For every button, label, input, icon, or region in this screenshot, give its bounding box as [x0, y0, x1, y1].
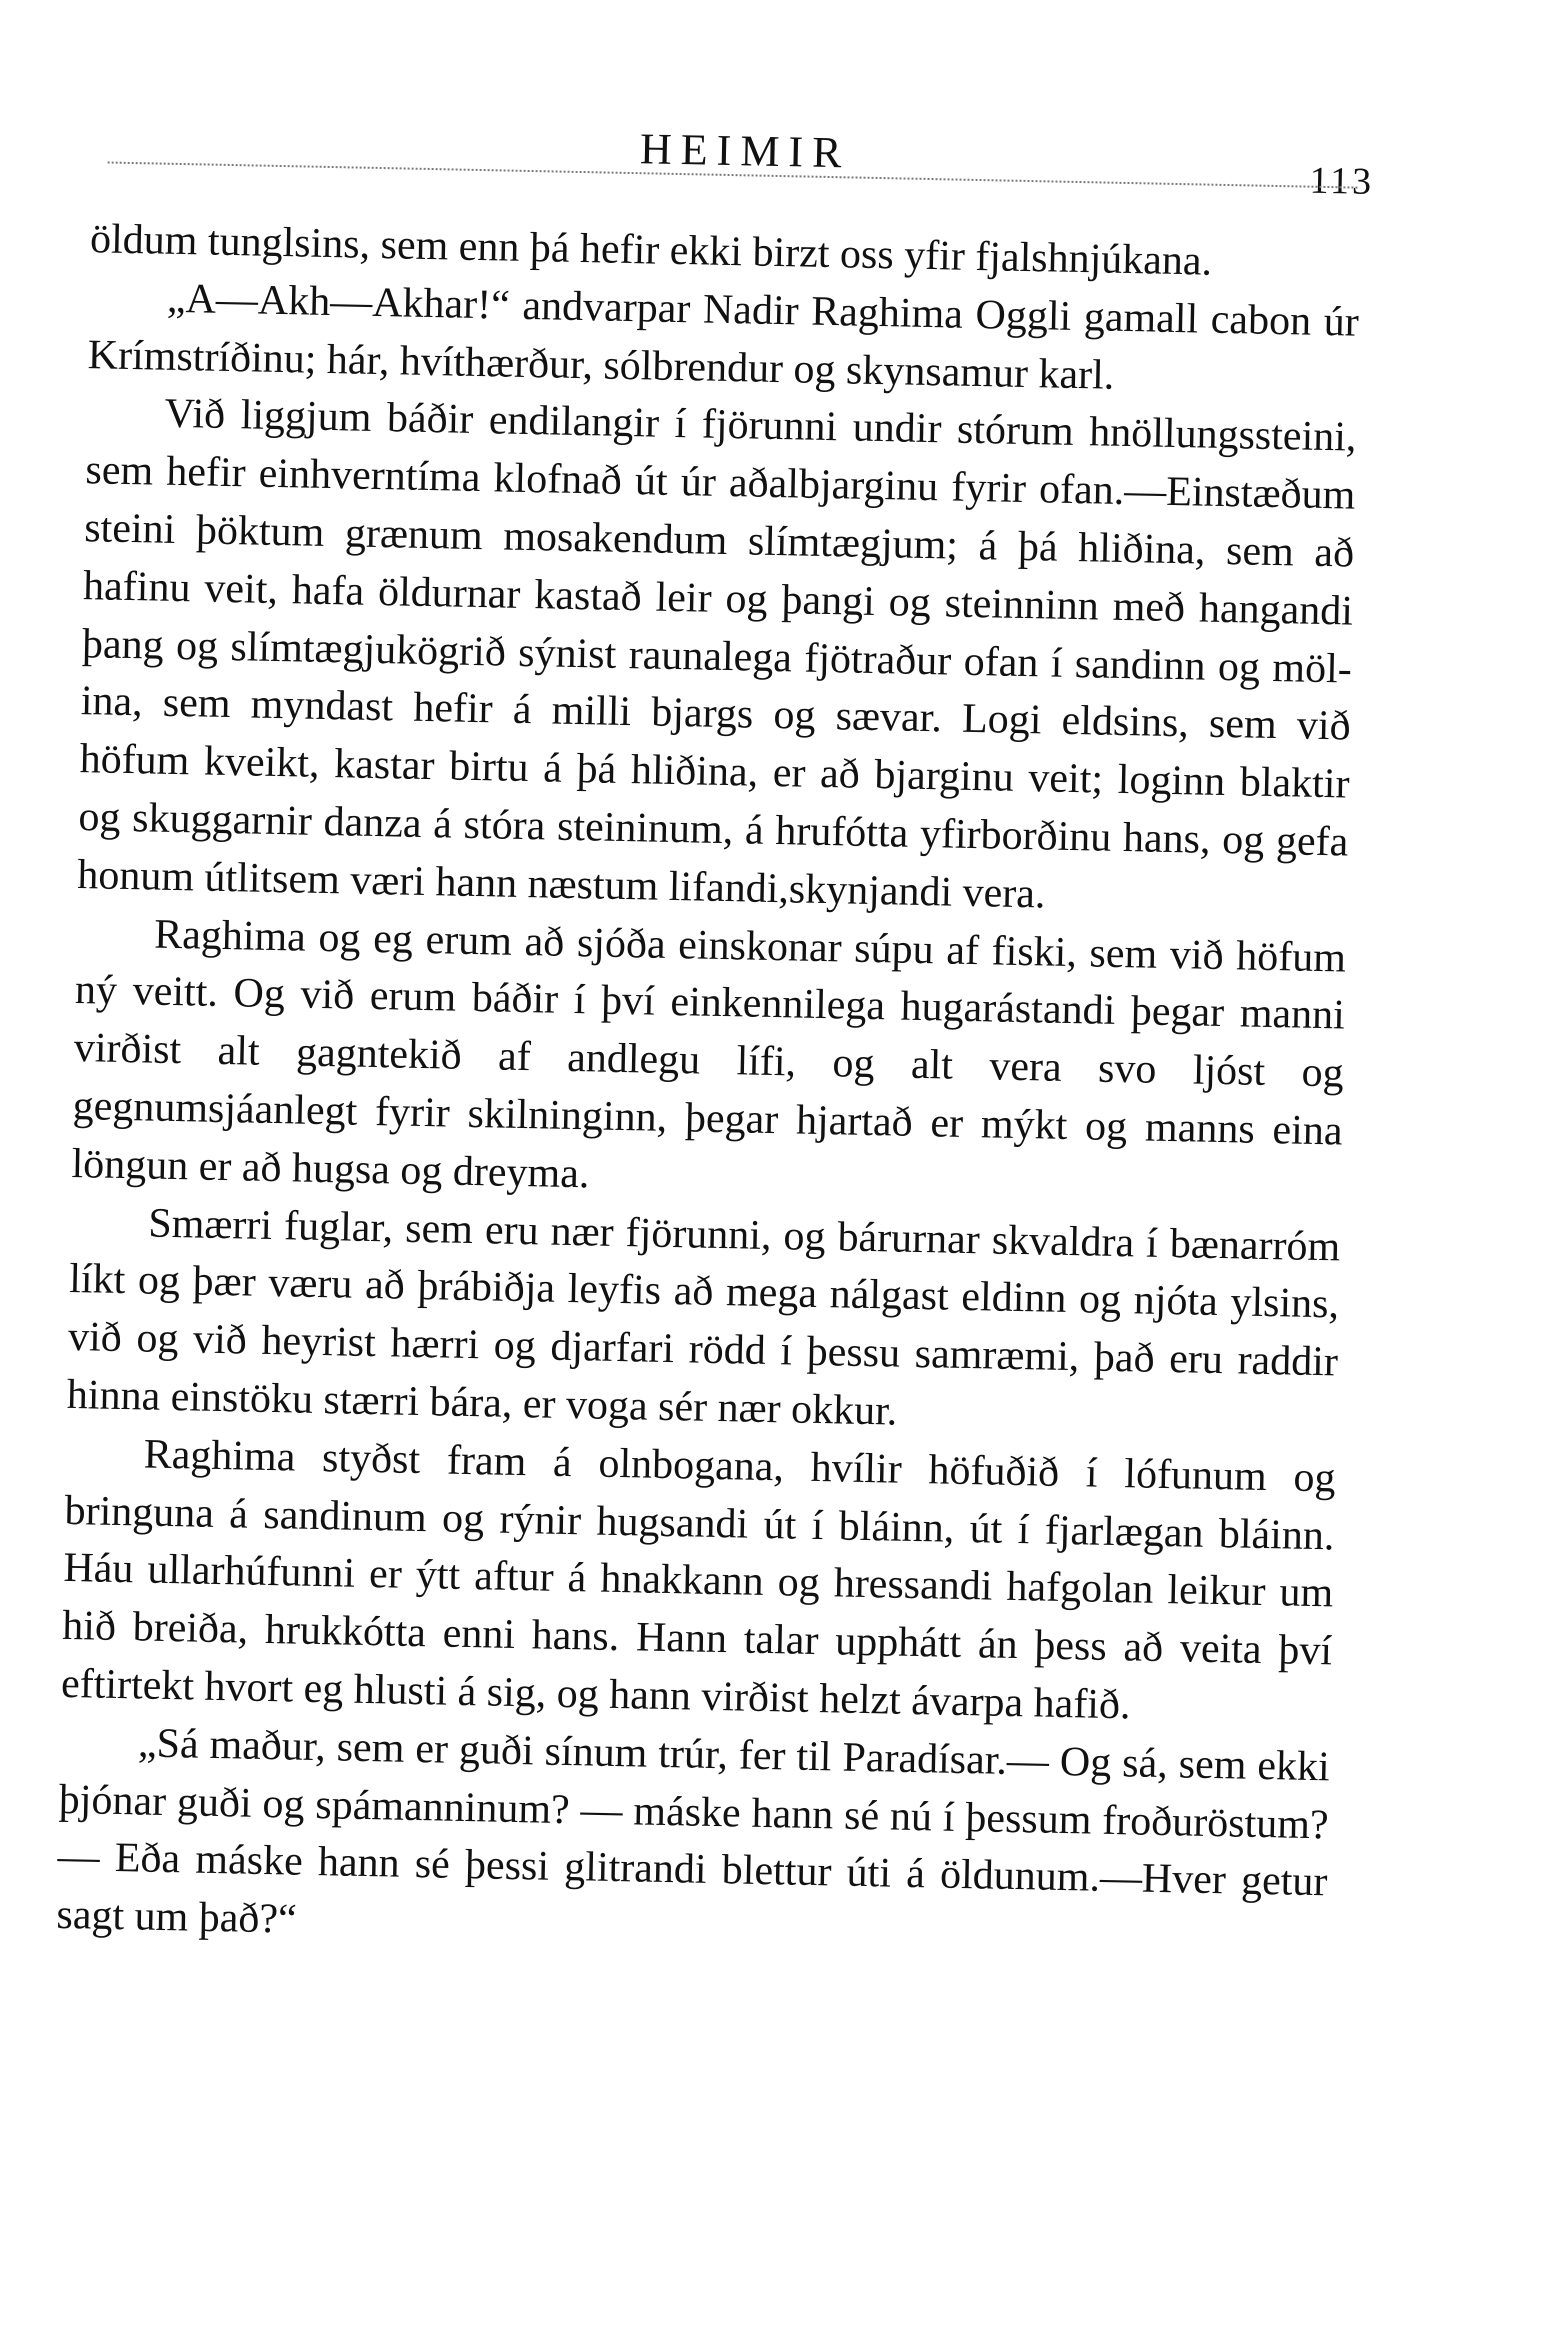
paragraph: Raghima styðst fram á olnbogana, hvílir höfuðið í lófunum og bringuna á sandinum og rýnir hugsandi út í bláinn, út í fjarlægan bláinn. Háu ullarhúfunni er ýtt aftur á hnakkann og hressandi hafgolan leikur um hið breiða, hrukkótta enni hans. Hann talar upphátt án þess að veita því eftirtekt hvort eg hlusti á sig, og hann virðist helzt ávarpa hafið.	[60, 1431, 1336, 1729]
paragraph: Við liggjum báðir endilangir í fjörunni undir stórum hnöllungssteini, sem hefir einhverntíma klofnað út úr aðalbjarginu fyrir ofan.—Einstæðum steini þöktum grænum mosakendum slímtægjum; á þá hliðina, sem að hafinu veit, hafa öldurnar kastað leir og þangi og steinninn með hangandi þang og slímtægjukögrið sýnist raunalega fjötraður ofan í sandinn og mölina, sem myndast hefir á milli bjargs og sævar. Logi eldsins, sem við höfum kveikt, kastar birtu á þá hliðina, er að bjarginu veit; loginn blaktir og skuggarnir danza á stóra steininum, á hrufótta yfirborðinu hans, og gefa honum útlitsem væri hann næstum lifandi,skynjandi vera.	[76, 391, 1357, 918]
running-head	[20, 103, 1547, 203]
paragraph: Raghima og eg erum að sjóða einskonar súpu af fiski, sem við höfum ný veitt. Og við erum báðir í því einkennilega hugarástandi þegar manni virðist alt gagntekið af andlegu lífi, og alt vera svo ljóst og gegnumsjáanlegt fyrir skilninginn, þegar hjartað er mýkt og manns eina löngun er að hugsa og dreyma.	[71, 911, 1347, 1198]
page-number: 113	[1309, 159, 1375, 203]
body-text	[56, 211, 1361, 1970]
paragraph: „Sá maður, sem er guði sínum trúr, fer til Paradísar.— Og sá, sem ekki þjónar guði og spámanninum? — máske hann sé nú í þessum froðuröstum? — Eða máske hann sé þessi glitrandi blettur úti á öldunum.—Hver getur sagt um það?“	[56, 1720, 1331, 1943]
paragraph: „A—Akh—Akhar!“ andvarpar Nadir Raghima Oggli gamall cabon úr Krímstríðinu; hár, hvíthærður, sólbrendur og skynsamur karl.	[87, 275, 1360, 399]
running-title: HEIMIR	[639, 124, 851, 178]
paragraph: Smærri fuglar, sem eru nær fjörunni, og bárurnar skvaldra í bænarróm líkt og þær væru að þrábiðja leyfis að mega nálgast eldinn og njóta ylsins, við og við heyrist hærri og djarfari rödd í þessu samræmi, það eru raddir hinna einstöku stærri bára, er voga sér nær okkur.	[66, 1200, 1341, 1435]
paragraph: öldum tunglsins, sem enn þá hefir ekki birzt oss yfir fjalshnjúkana.	[89, 216, 1213, 285]
